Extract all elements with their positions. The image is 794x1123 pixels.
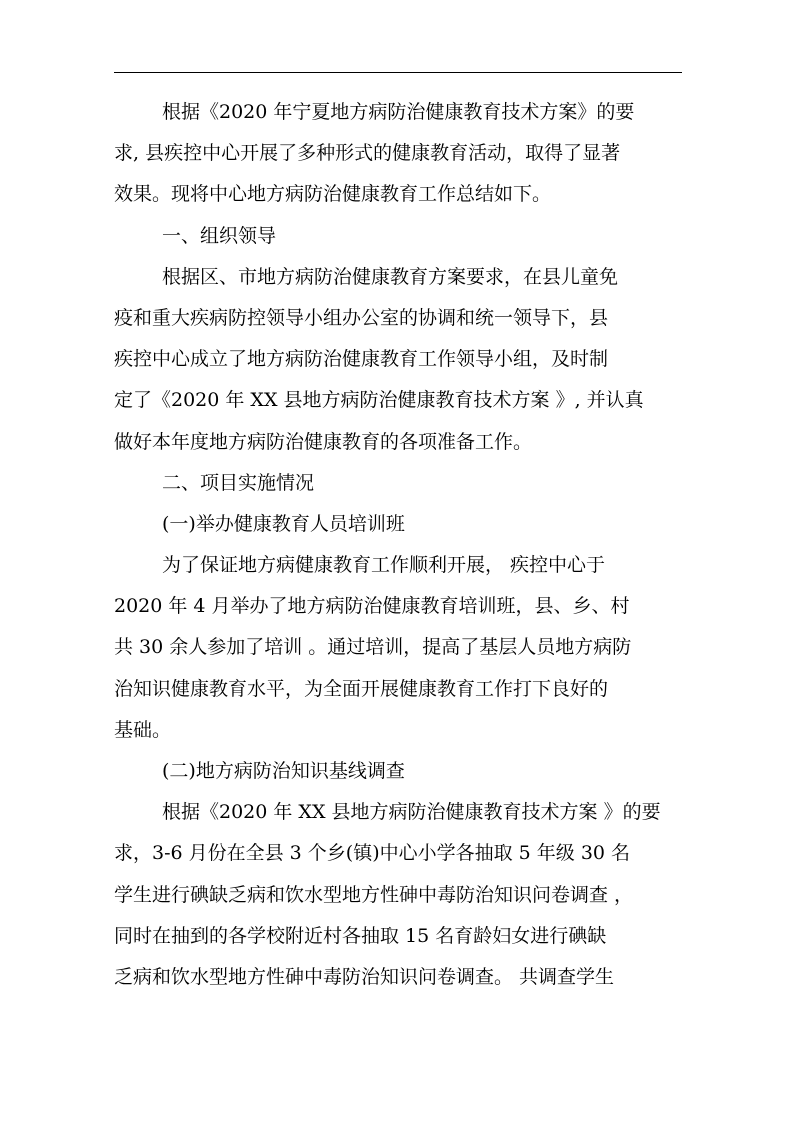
text-line: 求, 县疾控中心开展了多种形式的健康教育活动，取得了显著: [114, 142, 621, 165]
text-line: 二、项目实施情况: [162, 471, 315, 494]
text-line: 共 30 余人参加了培训 。通过培训，提高了基层人员地方病防: [114, 636, 632, 659]
text-line: 做好本年度地方病防治健康教育的各项准备工作。: [114, 430, 533, 453]
text-line: (一)举办健康教育人员培训班: [162, 512, 405, 535]
text-line: 求，3-6 月份在全县 3 个乡(镇)中心小学各抽取 5 年级 30 名: [114, 842, 631, 865]
text-line: 根据《2020 年宁夏地方病防治健康教育技术方案》的要: [162, 101, 635, 123]
text-line: 定了《2020 年 XX 县地方病防治健康教育技术方案 》, 并认真: [114, 389, 644, 412]
document-body: [114, 92, 684, 998]
header-rule: [114, 72, 682, 73]
text-line: 学生进行碘缺乏病和饮水型地方性砷中毒防治知识问卷调查 ，: [114, 883, 634, 906]
text-line: 治知识健康教育水平，为全面开展健康教育工作打下良好的: [114, 677, 609, 700]
text-line: 疾控中心成立了地方病防治健康教育工作领导小组，及时制: [114, 348, 609, 371]
text-line: 基础。: [114, 718, 172, 741]
text-line: (二)地方病防治知识基线调查: [162, 760, 405, 782]
text-line: 效果。现将中心地方病防治健康教育工作总结如下。: [114, 183, 552, 206]
text-line: 同时在抽到的各学校附近村各抽取 15 名育龄妇女进行碘缺: [114, 924, 607, 947]
text-line: 根据《2020 年 XX 县地方病防治健康教育技术方案 》的要: [162, 801, 661, 824]
text-line: 根据区、市地方病防治健康教育方案要求，在县儿童免: [162, 265, 619, 288]
text-line: 乏病和饮水型地方性砷中毒防治知识问卷调查。 共调查学生: [114, 965, 615, 988]
text-line: 2020 年 4 月举办了地方病防治健康教育培训班，县、乡、村: [114, 595, 630, 618]
text-line: 为了保证地方病健康教育工作顺利开展， 疾控中心于: [162, 554, 606, 577]
text-line: 一、组织领导: [162, 224, 277, 247]
text-line: 疫和重大疾病防控领导小组办公室的协调和统一领导下，县: [114, 306, 609, 329]
